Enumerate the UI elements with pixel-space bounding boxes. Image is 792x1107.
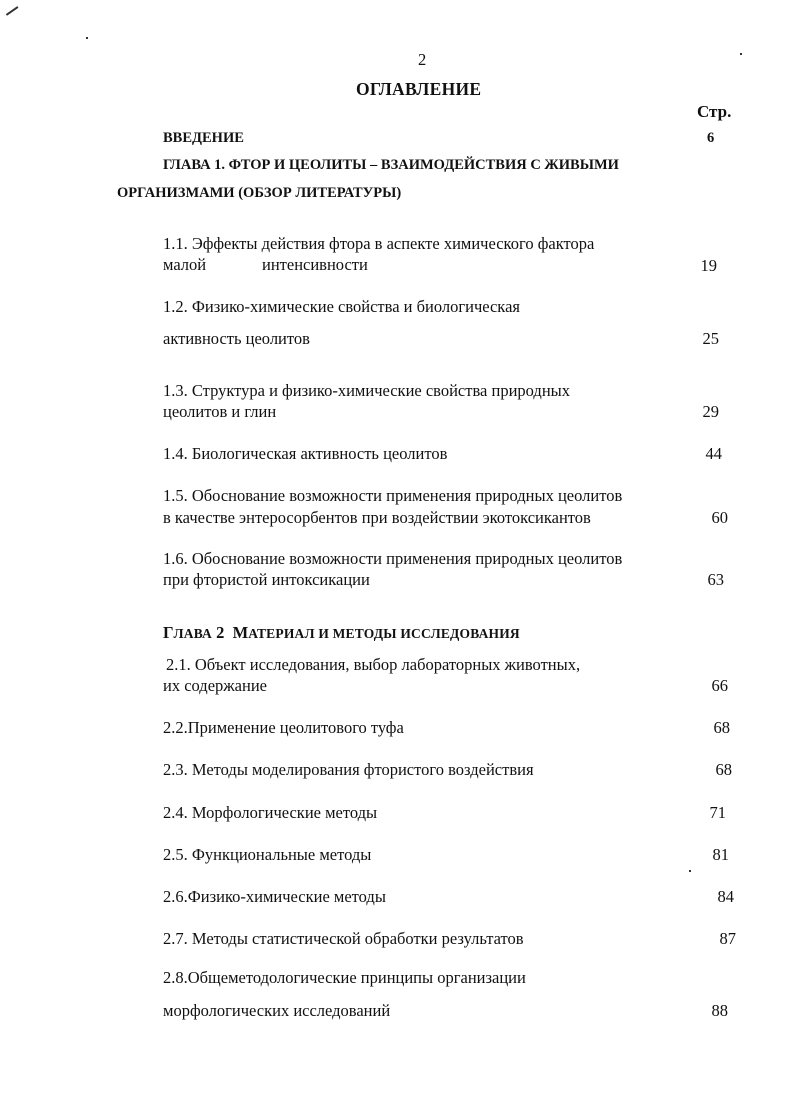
entry-title-line1: 2.4. Морфологические методы (163, 803, 378, 822)
entry-title-line1: 2.3. Методы моделирования фтористого воздействия (163, 760, 534, 779)
entry-page: 81 (712, 845, 729, 864)
chapter-g: Г (163, 623, 174, 642)
entry-title-line1: 2.1. Объект исследования, выбор лабораторных животных, (166, 655, 581, 674)
entry-title: ВВЕДЕНИЕ (163, 130, 244, 146)
entry-page: 68 (715, 760, 732, 779)
entry-page: 25 (702, 329, 719, 348)
entry-title-line2b: интенсивности (262, 255, 368, 274)
entry-title-line1: 2.5. Функциональные методы (163, 845, 372, 864)
entry-title-line2a: малой (163, 255, 207, 274)
entry-title-line1: 1.5. Обоснование возможности применения природных цеолитов (163, 486, 623, 505)
entry-title-line1: 1.4. Биологическая активность цеолитов (163, 444, 448, 463)
scan-speck (86, 37, 88, 39)
entry-page: 87 (719, 929, 736, 948)
entry-title-line1: 1.3. Структура и физико-химические свойства природных (163, 381, 570, 400)
entry-page: 44 (705, 444, 722, 463)
entry-title-line1: 1.1. Эффекты действия фтора в аспекте химического фактора (163, 234, 595, 253)
entry-title-line2: ОРГАНИЗМАМИ (ОБЗОР ЛИТЕРАТУРЫ) (117, 185, 402, 201)
entry-title-line1: 1.6. Обоснование возможности применения природных цеолитов (163, 549, 623, 568)
entry-title-line1: 2.8.Общеметодологические принципы организации (163, 968, 526, 987)
entry-page: 60 (711, 508, 728, 527)
entry-title-line1: 2.6.Физико-химические методы (163, 887, 386, 906)
scan-mark (6, 6, 18, 15)
entry-page: 29 (702, 402, 719, 421)
toc-chapter-2-heading[interactable] (163, 623, 520, 643)
entry-page: 68 (713, 718, 730, 737)
page-number: 2 (418, 50, 427, 69)
entry-page: 66 (711, 676, 728, 695)
entry-page: 19 (700, 256, 717, 275)
entry-page: 88 (711, 1001, 728, 1020)
entry-title-line2: цеолитов и глин (163, 402, 277, 421)
chapter-rest: АТЕРИАЛ И МЕТОДЫ ИССЛЕДОВАНИЯ (248, 626, 520, 641)
chapter-number: 2 (216, 623, 225, 642)
entry-page: 6 (707, 130, 715, 146)
entry-title-line2: в качестве энтеросорбентов при воздействии экотоксикантов (163, 508, 591, 527)
page-title: ОГЛАВЛЕНИЕ (356, 79, 482, 99)
chapter-lava: ЛАВА (173, 626, 213, 641)
entry-page: 84 (717, 887, 734, 906)
entry-title-line1: 1.2. Физико-химические свойства и биологическая (163, 297, 520, 316)
scan-speck (740, 53, 742, 55)
entry-title-line1: 2.2.Применение цеолитового туфа (163, 718, 404, 737)
entry-title-line2: активность цеолитов (163, 329, 310, 348)
entry-title-line1: 2.7. Методы статистической обработки результатов (163, 929, 524, 948)
entry-title-line2: их содержание (163, 676, 267, 695)
entry-title-line2: морфологических исследований (163, 1001, 391, 1020)
entry-page: 63 (707, 570, 724, 589)
entry-title-line1: ГЛАВА 1. ФТОР И ЦЕОЛИТЫ – ВЗАИМОДЕЙСТВИЯ С ЖИВЫМИ (163, 157, 619, 173)
entry-page: 71 (709, 803, 726, 822)
scan-speck (689, 870, 691, 872)
chapter-m: М (232, 623, 249, 642)
page-column-header: Стр. (697, 102, 732, 121)
entry-title-line2: при фтористой интоксикации (163, 570, 370, 589)
